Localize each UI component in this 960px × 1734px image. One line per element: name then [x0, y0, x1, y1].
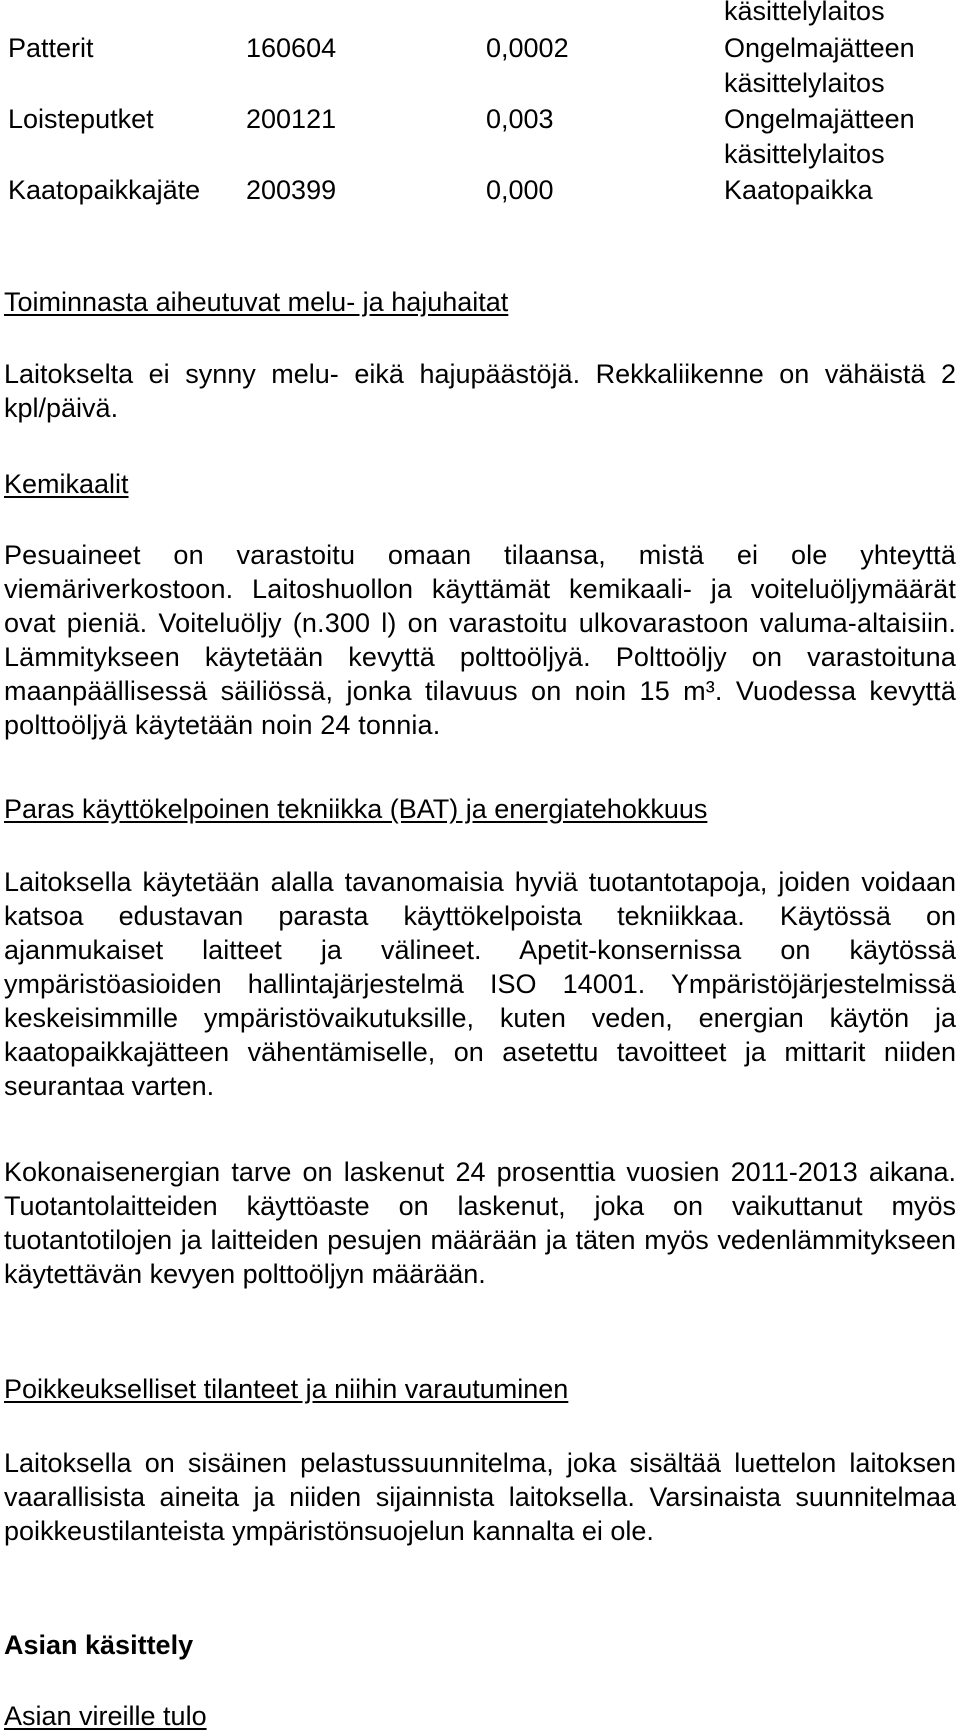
paragraph-bat-2: Kokonaisenergian tarve on laskenut 24 prosenttia vuosien 2011-2013 aikana. Tuotantolaitteiden käyttöaste on laskenut, joka on vaikuttanut myös tuotantotilojen ja laitteiden pesujen määrään ja täten myös vedenlämmitykseen käytettävän kevyen polttoöljyn määrään. [4, 1157, 956, 1289]
section-heading-exceptional: Poikkeukselliset tilanteet ja niihin varautuminen [4, 1374, 569, 1404]
section-heading-noise: Toiminnasta aiheutuvat melu- ja hajuhaitat [4, 287, 509, 317]
section-heading-chemicals: Kemikaalit [4, 469, 129, 499]
table-row [0, 31, 960, 65]
subheading-case-initiation: Asian vireille tulo [4, 1701, 207, 1731]
waste-destination-cell: käsittelylaitos [724, 68, 885, 98]
waste-destination-cell: Ongelmajätteen [724, 104, 915, 134]
waste-amount-cell: 0,000 [486, 175, 554, 205]
waste-name-cell: Kaatopaikkajäte [8, 175, 201, 205]
waste-amount-cell: 0,0002 [486, 33, 569, 63]
waste-destination-cell: käsittelylaitos [724, 139, 885, 169]
waste-name-cell: Patterit [8, 33, 94, 63]
table-row [0, 137, 960, 171]
paragraph-noise: Laitokselta ei synny melu- eikä hajupäästöjä. Rekkaliikenne on vähäistä 2 kpl/päivä. [4, 359, 956, 423]
paragraph-bat-1: Laitoksella käytetään alalla tavanomaisia hyviä tuotantotapoja, joiden voidaan katsoa edustavan parasta käyttökelpoista tekniikkaa. Käytössä on ajanmukaiset laitteet ja välineet. Apetit-konsernissa on käytössä ympäristöasioiden hallintajärjestelmä ISO 14001. Ympäristöjärjestelmissä keskeisimmille ympäristövaikutuksille, kuten veden, energian käytön ja kaatopaikkajätteen vähentämiselle, on asetettu tavoitteet ja mittarit niiden seurantaa varten. [4, 867, 956, 1101]
section-heading-case: Asian käsittely [4, 1630, 194, 1660]
section-heading-bat: Paras käyttökelpoinen tekniikka (BAT) ja energiatehokkuus [4, 794, 708, 824]
paragraph-exceptional: Laitoksella on sisäinen pelastussuunnitelma, joka sisältää luettelon laitoksen vaarallisista aineita ja niiden sijainnista laitoksella. Varsinaista suunnitelmaa poikkeustilanteista ympäristönsuojelun kannalta ei ole. [4, 1448, 956, 1546]
waste-code-cell: 200399 [246, 175, 337, 205]
table-row [0, 173, 960, 207]
waste-destination-cell: käsittelylaitos [724, 0, 885, 26]
waste-destination-cell: Kaatopaikka [724, 175, 873, 205]
paragraph-chemicals: Pesuaineet on varastoitu omaan tilaansa, mistä ei ole yhteyttä viemäriverkostoon. Laitoshuollon käyttämät kemikaali- ja voiteluöljymäärät ovat pieniä. Voiteluöljy (n.300 l) on varastoitu ulkovarastoon valuma-altaisiin. Lämmitykseen käytetään kevyttä polttoöljyä. Polttoöljy on varastoituna maanpäällisessä säiliössä, jonka tilavuus on noin 15 m³. Vuodessa kevyttä polttoöljyä käytetään noin 24 tonnia. [4, 540, 956, 740]
table-row [0, 0, 960, 28]
table-row [0, 66, 960, 100]
waste-name-cell: Loisteputket [8, 104, 154, 134]
waste-code-cell: 160604 [246, 33, 337, 63]
waste-amount-cell: 0,003 [486, 104, 554, 134]
waste-code-cell: 200121 [246, 104, 337, 134]
table-row [0, 102, 960, 136]
waste-destination-cell: Ongelmajätteen [724, 33, 915, 63]
